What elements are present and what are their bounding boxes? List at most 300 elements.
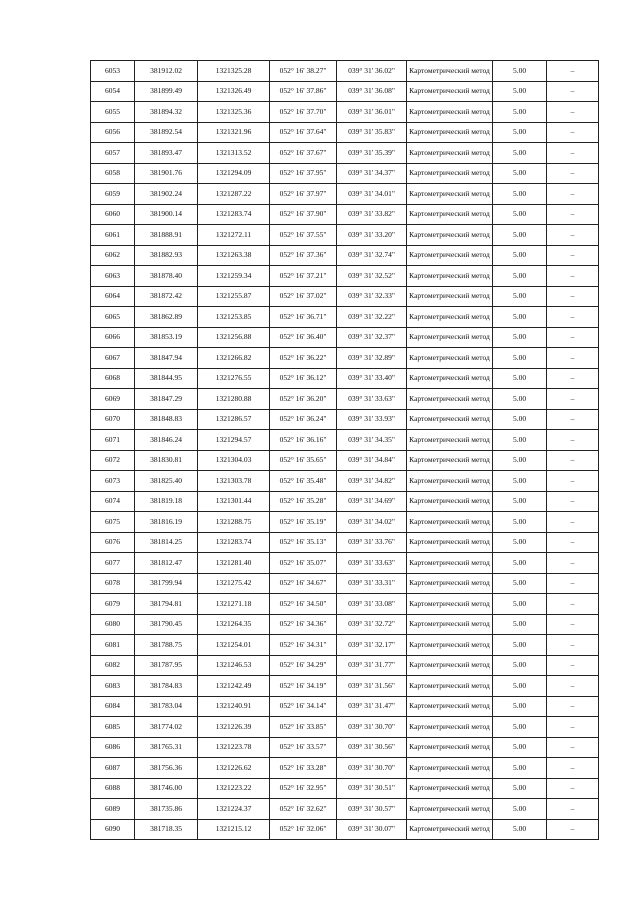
latitude-cell: 052° 16' 37.90"	[270, 204, 337, 225]
accuracy-cell: 5.00	[493, 143, 547, 164]
method-cell: Картометрический метод	[407, 491, 493, 512]
method-cell: Картометрический метод	[407, 409, 493, 430]
latitude-cell: 052° 16' 32.06"	[270, 819, 337, 840]
table-row	[91, 61, 599, 82]
note-cell: –	[547, 225, 599, 246]
accuracy-cell: 5.00	[493, 61, 547, 82]
point-number-cell: 6082	[91, 655, 135, 676]
method-cell: Картометрический метод	[407, 81, 493, 102]
method-cell: Картометрический метод	[407, 696, 493, 717]
coord-x-cell: 381819.18	[135, 491, 198, 512]
latitude-cell: 052° 16' 37.36"	[270, 245, 337, 266]
accuracy-cell: 5.00	[493, 348, 547, 369]
method-cell: Картометрический метод	[407, 307, 493, 328]
coord-y-cell: 1321283.74	[198, 204, 270, 225]
coord-y-cell: 1321288.75	[198, 512, 270, 533]
point-number-cell: 6065	[91, 307, 135, 328]
longitude-cell: 039° 31' 32.17"	[337, 635, 407, 656]
coord-y-cell: 1321223.78	[198, 737, 270, 758]
accuracy-cell: 5.00	[493, 655, 547, 676]
accuracy-cell: 5.00	[493, 717, 547, 738]
longitude-cell: 039° 31' 31.47"	[337, 696, 407, 717]
accuracy-cell: 5.00	[493, 430, 547, 451]
table-row	[91, 819, 599, 840]
longitude-cell: 039° 31' 34.69"	[337, 491, 407, 512]
note-cell: –	[547, 594, 599, 615]
note-cell: –	[547, 204, 599, 225]
method-cell: Картометрический метод	[407, 758, 493, 779]
longitude-cell: 039° 31' 36.02"	[337, 61, 407, 82]
longitude-cell: 039° 31' 34.84"	[337, 450, 407, 471]
coord-y-cell: 1321266.82	[198, 348, 270, 369]
accuracy-cell: 5.00	[493, 327, 547, 348]
coord-y-cell: 1321242.49	[198, 676, 270, 697]
point-number-cell: 6067	[91, 348, 135, 369]
point-number-cell: 6078	[91, 573, 135, 594]
point-number-cell: 6075	[91, 512, 135, 533]
coord-x-cell: 381872.42	[135, 286, 198, 307]
note-cell: –	[547, 409, 599, 430]
latitude-cell: 052° 16' 35.19"	[270, 512, 337, 533]
latitude-cell: 052° 16' 35.28"	[270, 491, 337, 512]
longitude-cell: 039° 31' 35.39"	[337, 143, 407, 164]
coord-y-cell: 1321286.57	[198, 409, 270, 430]
point-number-cell: 6061	[91, 225, 135, 246]
method-cell: Картометрический метод	[407, 389, 493, 410]
longitude-cell: 039° 31' 36.08"	[337, 81, 407, 102]
latitude-cell: 052° 16' 37.21"	[270, 266, 337, 287]
coord-x-cell: 381899.49	[135, 81, 198, 102]
table-row	[91, 102, 599, 123]
method-cell: Картометрический метод	[407, 266, 493, 287]
coord-y-cell: 1321287.22	[198, 184, 270, 205]
coord-x-cell: 381894.32	[135, 102, 198, 123]
latitude-cell: 052° 16' 34.67"	[270, 573, 337, 594]
coord-y-cell: 1321281.40	[198, 553, 270, 574]
note-cell: –	[547, 512, 599, 533]
method-cell: Картометрический метод	[407, 143, 493, 164]
point-number-cell: 6068	[91, 368, 135, 389]
method-cell: Картометрический метод	[407, 430, 493, 451]
point-number-cell: 6085	[91, 717, 135, 738]
accuracy-cell: 5.00	[493, 122, 547, 143]
coord-x-cell: 381746.00	[135, 778, 198, 799]
latitude-cell: 052° 16' 34.29"	[270, 655, 337, 676]
coord-x-cell: 381888.91	[135, 225, 198, 246]
coord-x-cell: 381735.86	[135, 799, 198, 820]
accuracy-cell: 5.00	[493, 553, 547, 574]
method-cell: Картометрический метод	[407, 614, 493, 635]
latitude-cell: 052° 16' 37.86"	[270, 81, 337, 102]
accuracy-cell: 5.00	[493, 307, 547, 328]
point-number-cell: 6087	[91, 758, 135, 779]
accuracy-cell: 5.00	[493, 594, 547, 615]
method-cell: Картометрический метод	[407, 819, 493, 840]
latitude-cell: 052° 16' 37.95"	[270, 163, 337, 184]
note-cell: –	[547, 553, 599, 574]
accuracy-cell: 5.00	[493, 81, 547, 102]
longitude-cell: 039° 31' 32.37"	[337, 327, 407, 348]
longitude-cell: 039° 31' 30.51"	[337, 778, 407, 799]
note-cell: –	[547, 266, 599, 287]
longitude-cell: 039° 31' 34.82"	[337, 471, 407, 492]
coord-x-cell: 381812.47	[135, 553, 198, 574]
coord-y-cell: 1321301.44	[198, 491, 270, 512]
latitude-cell: 052° 16' 37.02"	[270, 286, 337, 307]
table-row	[91, 696, 599, 717]
note-cell: –	[547, 676, 599, 697]
coord-x-cell: 381756.36	[135, 758, 198, 779]
point-number-cell: 6079	[91, 594, 135, 615]
coord-x-cell: 381799.94	[135, 573, 198, 594]
point-number-cell: 6081	[91, 635, 135, 656]
note-cell: –	[547, 430, 599, 451]
note-cell: –	[547, 81, 599, 102]
method-cell: Картометрический метод	[407, 532, 493, 553]
accuracy-cell: 5.00	[493, 532, 547, 553]
longitude-cell: 039° 31' 33.63"	[337, 553, 407, 574]
longitude-cell: 039° 31' 30.70"	[337, 717, 407, 738]
point-number-cell: 6074	[91, 491, 135, 512]
coord-x-cell: 381878.40	[135, 266, 198, 287]
coord-y-cell: 1321226.62	[198, 758, 270, 779]
note-cell: –	[547, 532, 599, 553]
latitude-cell: 052° 16' 36.40"	[270, 327, 337, 348]
accuracy-cell: 5.00	[493, 573, 547, 594]
table-row	[91, 122, 599, 143]
latitude-cell: 052° 16' 36.22"	[270, 348, 337, 369]
point-number-cell: 6066	[91, 327, 135, 348]
accuracy-cell: 5.00	[493, 102, 547, 123]
method-cell: Картометрический метод	[407, 450, 493, 471]
coord-x-cell: 381774.02	[135, 717, 198, 738]
coord-y-cell: 1321264.35	[198, 614, 270, 635]
note-cell: –	[547, 799, 599, 820]
coord-x-cell: 381862.89	[135, 307, 198, 328]
accuracy-cell: 5.00	[493, 696, 547, 717]
method-cell: Картометрический метод	[407, 737, 493, 758]
method-cell: Картометрический метод	[407, 594, 493, 615]
table-row	[91, 409, 599, 430]
table-row	[91, 553, 599, 574]
coord-y-cell: 1321263.38	[198, 245, 270, 266]
accuracy-cell: 5.00	[493, 778, 547, 799]
accuracy-cell: 5.00	[493, 225, 547, 246]
method-cell: Картометрический метод	[407, 655, 493, 676]
coord-y-cell: 1321294.09	[198, 163, 270, 184]
note-cell: –	[547, 122, 599, 143]
latitude-cell: 052° 16' 32.62"	[270, 799, 337, 820]
latitude-cell: 052° 16' 36.71"	[270, 307, 337, 328]
note-cell: –	[547, 368, 599, 389]
note-cell: –	[547, 696, 599, 717]
latitude-cell: 052° 16' 34.50"	[270, 594, 337, 615]
method-cell: Картометрический метод	[407, 122, 493, 143]
longitude-cell: 039° 31' 33.76"	[337, 532, 407, 553]
point-number-cell: 6090	[91, 819, 135, 840]
table-row	[91, 573, 599, 594]
note-cell: –	[547, 450, 599, 471]
coord-y-cell: 1321303.78	[198, 471, 270, 492]
point-number-cell: 6064	[91, 286, 135, 307]
coord-x-cell: 381788.75	[135, 635, 198, 656]
point-number-cell: 6073	[91, 471, 135, 492]
table-row	[91, 286, 599, 307]
point-number-cell: 6056	[91, 122, 135, 143]
accuracy-cell: 5.00	[493, 286, 547, 307]
accuracy-cell: 5.00	[493, 184, 547, 205]
longitude-cell: 039° 31' 35.83"	[337, 122, 407, 143]
latitude-cell: 052° 16' 37.64"	[270, 122, 337, 143]
method-cell: Картометрический метод	[407, 163, 493, 184]
accuracy-cell: 5.00	[493, 389, 547, 410]
longitude-cell: 039° 31' 31.77"	[337, 655, 407, 676]
point-number-cell: 6069	[91, 389, 135, 410]
coord-y-cell: 1321275.42	[198, 573, 270, 594]
accuracy-cell: 5.00	[493, 368, 547, 389]
accuracy-cell: 5.00	[493, 204, 547, 225]
table-row	[91, 307, 599, 328]
coord-y-cell: 1321280.88	[198, 389, 270, 410]
method-cell: Картометрический метод	[407, 102, 493, 123]
latitude-cell: 052° 16' 36.20"	[270, 389, 337, 410]
longitude-cell: 039° 31' 33.93"	[337, 409, 407, 430]
note-cell: –	[547, 389, 599, 410]
latitude-cell: 052° 16' 37.67"	[270, 143, 337, 164]
coord-x-cell: 381902.24	[135, 184, 198, 205]
method-cell: Картометрический метод	[407, 286, 493, 307]
accuracy-cell: 5.00	[493, 266, 547, 287]
table-row	[91, 614, 599, 635]
coord-y-cell: 1321224.37	[198, 799, 270, 820]
longitude-cell: 039° 31' 33.40"	[337, 368, 407, 389]
coord-y-cell: 1321223.22	[198, 778, 270, 799]
coord-x-cell: 381846.24	[135, 430, 198, 451]
longitude-cell: 039° 31' 32.74"	[337, 245, 407, 266]
table-row	[91, 204, 599, 225]
coord-x-cell: 381816.19	[135, 512, 198, 533]
longitude-cell: 039° 31' 30.57"	[337, 799, 407, 820]
note-cell: –	[547, 635, 599, 656]
coordinates-table-body	[91, 61, 599, 840]
method-cell: Картометрический метод	[407, 225, 493, 246]
coord-y-cell: 1321326.49	[198, 81, 270, 102]
accuracy-cell: 5.00	[493, 737, 547, 758]
point-number-cell: 6084	[91, 696, 135, 717]
coord-y-cell: 1321271.18	[198, 594, 270, 615]
longitude-cell: 039° 31' 34.02"	[337, 512, 407, 533]
method-cell: Картометрический метод	[407, 245, 493, 266]
note-cell: –	[547, 471, 599, 492]
table-row	[91, 430, 599, 451]
longitude-cell: 039° 31' 34.37"	[337, 163, 407, 184]
point-number-cell: 6060	[91, 204, 135, 225]
accuracy-cell: 5.00	[493, 614, 547, 635]
note-cell: –	[547, 491, 599, 512]
coord-x-cell: 381892.54	[135, 122, 198, 143]
coord-x-cell: 381847.29	[135, 389, 198, 410]
method-cell: Картометрический метод	[407, 512, 493, 533]
method-cell: Картометрический метод	[407, 327, 493, 348]
coord-x-cell: 381900.14	[135, 204, 198, 225]
method-cell: Картометрический метод	[407, 184, 493, 205]
latitude-cell: 052° 16' 36.12"	[270, 368, 337, 389]
table-row	[91, 143, 599, 164]
latitude-cell: 052° 16' 33.28"	[270, 758, 337, 779]
accuracy-cell: 5.00	[493, 409, 547, 430]
coord-y-cell: 1321321.96	[198, 122, 270, 143]
table-row	[91, 368, 599, 389]
longitude-cell: 039° 31' 30.07"	[337, 819, 407, 840]
longitude-cell: 039° 31' 34.35"	[337, 430, 407, 451]
point-number-cell: 6055	[91, 102, 135, 123]
note-cell: –	[547, 184, 599, 205]
accuracy-cell: 5.00	[493, 163, 547, 184]
longitude-cell: 039° 31' 32.72"	[337, 614, 407, 635]
latitude-cell: 052° 16' 34.31"	[270, 635, 337, 656]
method-cell: Картометрический метод	[407, 61, 493, 82]
note-cell: –	[547, 286, 599, 307]
longitude-cell: 039° 31' 30.70"	[337, 758, 407, 779]
table-row	[91, 717, 599, 738]
point-number-cell: 6080	[91, 614, 135, 635]
note-cell: –	[547, 573, 599, 594]
method-cell: Картометрический метод	[407, 799, 493, 820]
coord-x-cell: 381893.47	[135, 143, 198, 164]
longitude-cell: 039° 31' 33.31"	[337, 573, 407, 594]
coordinates-table	[90, 60, 599, 840]
longitude-cell: 039° 31' 33.20"	[337, 225, 407, 246]
method-cell: Картометрический метод	[407, 635, 493, 656]
longitude-cell: 039° 31' 33.08"	[337, 594, 407, 615]
coord-x-cell: 381901.76	[135, 163, 198, 184]
coord-x-cell: 381848.83	[135, 409, 198, 430]
longitude-cell: 039° 31' 32.89"	[337, 348, 407, 369]
note-cell: –	[547, 102, 599, 123]
point-number-cell: 6054	[91, 81, 135, 102]
longitude-cell: 039° 31' 32.33"	[337, 286, 407, 307]
method-cell: Картометрический метод	[407, 778, 493, 799]
point-number-cell: 6059	[91, 184, 135, 205]
method-cell: Картометрический метод	[407, 676, 493, 697]
table-row	[91, 635, 599, 656]
accuracy-cell: 5.00	[493, 676, 547, 697]
coord-y-cell: 1321272.11	[198, 225, 270, 246]
coord-y-cell: 1321226.39	[198, 717, 270, 738]
coord-y-cell: 1321294.57	[198, 430, 270, 451]
note-cell: –	[547, 245, 599, 266]
latitude-cell: 052° 16' 35.65"	[270, 450, 337, 471]
coord-x-cell: 381912.02	[135, 61, 198, 82]
longitude-cell: 039° 31' 33.82"	[337, 204, 407, 225]
table-row	[91, 327, 599, 348]
coord-x-cell: 381787.95	[135, 655, 198, 676]
note-cell: –	[547, 307, 599, 328]
coord-y-cell: 1321254.01	[198, 635, 270, 656]
point-number-cell: 6088	[91, 778, 135, 799]
point-number-cell: 6070	[91, 409, 135, 430]
table-row	[91, 389, 599, 410]
accuracy-cell: 5.00	[493, 819, 547, 840]
coord-x-cell: 381844.95	[135, 368, 198, 389]
coord-y-cell: 1321246.53	[198, 655, 270, 676]
coord-y-cell: 1321215.12	[198, 819, 270, 840]
table-row	[91, 184, 599, 205]
latitude-cell: 052° 16' 37.55"	[270, 225, 337, 246]
coord-y-cell: 1321256.88	[198, 327, 270, 348]
table-row	[91, 81, 599, 102]
longitude-cell: 039° 31' 31.56"	[337, 676, 407, 697]
point-number-cell: 6083	[91, 676, 135, 697]
point-number-cell: 6089	[91, 799, 135, 820]
coord-x-cell: 381765.31	[135, 737, 198, 758]
note-cell: –	[547, 758, 599, 779]
latitude-cell: 052° 16' 36.16"	[270, 430, 337, 451]
coord-x-cell: 381830.81	[135, 450, 198, 471]
longitude-cell: 039° 31' 32.22"	[337, 307, 407, 328]
table-row	[91, 737, 599, 758]
table-row	[91, 512, 599, 533]
longitude-cell: 039° 31' 36.01"	[337, 102, 407, 123]
table-row	[91, 245, 599, 266]
table-row	[91, 225, 599, 246]
point-number-cell: 6057	[91, 143, 135, 164]
latitude-cell: 052° 16' 32.95"	[270, 778, 337, 799]
point-number-cell: 6053	[91, 61, 135, 82]
table-row	[91, 655, 599, 676]
note-cell: –	[547, 717, 599, 738]
method-cell: Картометрический метод	[407, 717, 493, 738]
coord-x-cell: 381783.04	[135, 696, 198, 717]
note-cell: –	[547, 655, 599, 676]
latitude-cell: 052° 16' 35.48"	[270, 471, 337, 492]
table-row	[91, 163, 599, 184]
note-cell: –	[547, 348, 599, 369]
accuracy-cell: 5.00	[493, 245, 547, 266]
accuracy-cell: 5.00	[493, 799, 547, 820]
table-row	[91, 532, 599, 553]
method-cell: Картометрический метод	[407, 348, 493, 369]
coord-y-cell: 1321283.74	[198, 532, 270, 553]
method-cell: Картометрический метод	[407, 573, 493, 594]
accuracy-cell: 5.00	[493, 471, 547, 492]
latitude-cell: 052° 16' 37.97"	[270, 184, 337, 205]
longitude-cell: 039° 31' 33.63"	[337, 389, 407, 410]
table-row	[91, 799, 599, 820]
accuracy-cell: 5.00	[493, 758, 547, 779]
table-row	[91, 491, 599, 512]
latitude-cell: 052° 16' 35.13"	[270, 532, 337, 553]
note-cell: –	[547, 737, 599, 758]
coord-y-cell: 1321259.34	[198, 266, 270, 287]
latitude-cell: 052° 16' 33.57"	[270, 737, 337, 758]
note-cell: –	[547, 61, 599, 82]
coord-y-cell: 1321325.28	[198, 61, 270, 82]
method-cell: Картометрический метод	[407, 553, 493, 574]
coord-x-cell: 381847.94	[135, 348, 198, 369]
coord-x-cell: 381853.19	[135, 327, 198, 348]
coord-y-cell: 1321276.55	[198, 368, 270, 389]
point-number-cell: 6063	[91, 266, 135, 287]
latitude-cell: 052° 16' 34.36"	[270, 614, 337, 635]
table-row	[91, 266, 599, 287]
coord-x-cell: 381784.83	[135, 676, 198, 697]
point-number-cell: 6062	[91, 245, 135, 266]
coord-x-cell: 381790.45	[135, 614, 198, 635]
point-number-cell: 6077	[91, 553, 135, 574]
accuracy-cell: 5.00	[493, 450, 547, 471]
latitude-cell: 052° 16' 34.14"	[270, 696, 337, 717]
